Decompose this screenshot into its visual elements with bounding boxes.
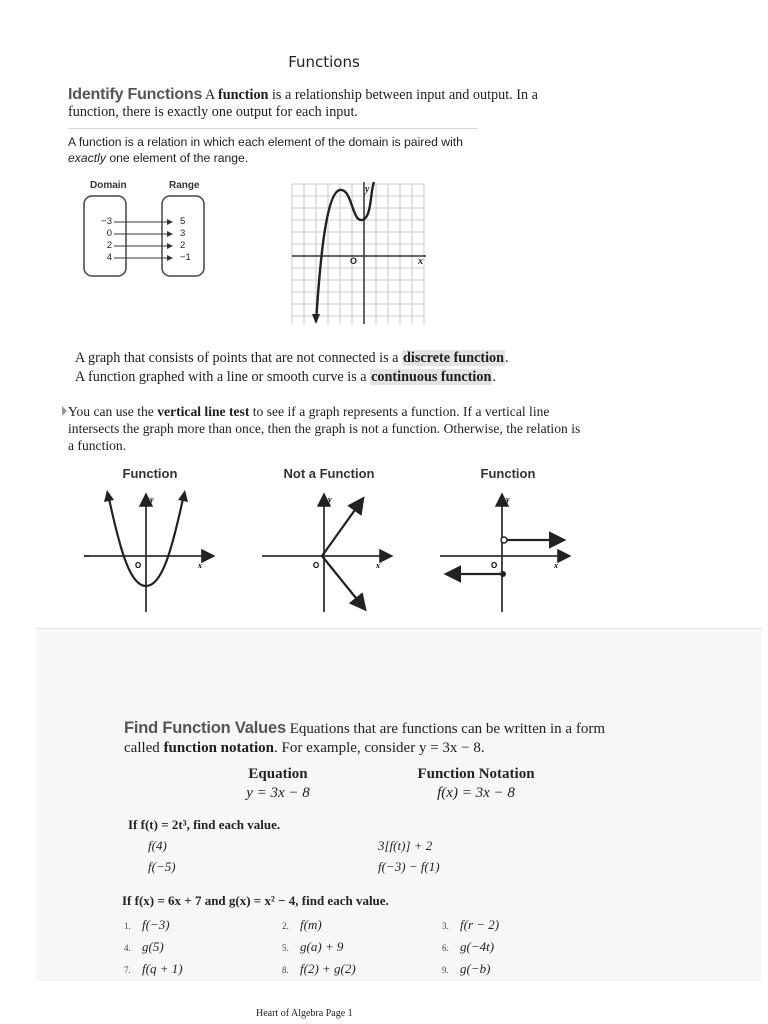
graph-x-label: x [418, 256, 423, 267]
bullet-marker-icon [62, 406, 67, 416]
find-text-2-pre: called [124, 740, 164, 756]
lower-ray [322, 556, 364, 608]
item-expression: f(r − 2) [460, 917, 500, 932]
upper-ray [322, 500, 362, 556]
range-value: −1 [180, 252, 191, 263]
example-label-1: Function [122, 466, 178, 481]
definition-line-2 [68, 150, 478, 166]
domain-value: −3 [101, 216, 112, 227]
function-notation-header: Function Notation [417, 766, 535, 782]
graph-y-label: y [365, 184, 370, 195]
continuous-line [75, 369, 635, 386]
find-heading: Find Function Values [124, 719, 286, 737]
item-number: 5. [282, 943, 289, 953]
domain-values [88, 216, 112, 264]
item-number: 8. [282, 965, 289, 975]
open-point [501, 537, 507, 543]
y-label: y [328, 495, 332, 504]
set1-item: f(−3) − f(1) [378, 859, 440, 874]
set2-item [442, 917, 499, 933]
item-number: 9. [442, 965, 449, 975]
item-expression: g(−4t) [460, 939, 495, 954]
graph-origin: O [350, 256, 358, 266]
origin-label: O [135, 561, 142, 570]
set2-item [124, 961, 183, 977]
vlt-paragraph [68, 403, 588, 454]
item-number: 7. [124, 965, 131, 975]
cubic-graph [290, 182, 430, 326]
set2-item [124, 939, 164, 955]
set1-item: 3[f(t)] + 2 [378, 838, 433, 853]
vlt-pre: You can use the [68, 404, 158, 419]
definition-box [68, 128, 478, 166]
range-label: Range [169, 180, 200, 191]
discrete-post: . [505, 350, 509, 366]
item-expression: g(5) [142, 939, 164, 954]
set2-item [442, 939, 494, 955]
page-title: Functions [288, 53, 360, 71]
set2-item [282, 961, 356, 977]
x-label: x [554, 561, 558, 570]
range-value: 5 [180, 216, 186, 227]
find-text-1: Equations that are functions can be written in a form [285, 721, 606, 737]
item-number: 6. [442, 943, 449, 953]
x-label: x [198, 561, 202, 570]
range-value: 3 [180, 228, 186, 239]
definition-line-1: A function is a relation in which each element of the domain is paired with [68, 135, 463, 149]
find-text-2-post: . For example, consider y = 3x − 8. [274, 740, 485, 756]
domain-value: 2 [106, 240, 112, 251]
discrete-line [75, 350, 635, 367]
example-graph-parabola [84, 490, 218, 614]
item-expression: f(2) + g(2) [300, 961, 356, 976]
set1-item: f(4) [148, 838, 167, 853]
identify-text-post: is a relationship between input and output. In a function, there is exactly one output for each input. [68, 87, 538, 120]
origin-label: O [491, 561, 498, 570]
set1-item: f(−5) [148, 859, 176, 874]
range-values [180, 216, 200, 264]
continuous-pre: A function graphed with a line or smooth curve is a [75, 369, 371, 385]
domain-value: 0 [106, 228, 112, 239]
example-graph-not-function [262, 490, 396, 614]
continuous-term: continuous function [371, 369, 492, 385]
definition-rest: one element of the range. [105, 151, 249, 165]
example-graph-step [440, 490, 574, 614]
discrete-term: discrete function [403, 350, 505, 366]
function-notation-term: function notation [163, 740, 274, 756]
y-label: y [506, 495, 510, 504]
item-expression: f(m) [300, 917, 322, 932]
item-expression: f(q + 1) [142, 961, 183, 976]
item-expression: g(−b) [460, 961, 491, 976]
x-label: x [376, 561, 380, 570]
vlt-term: vertical line test [157, 404, 250, 419]
identify-text-pre: A [202, 87, 218, 103]
example-label-3: Function [480, 466, 536, 481]
continuous-post: . [492, 369, 496, 385]
item-number: 4. [124, 943, 131, 953]
domain-value: 4 [106, 252, 112, 263]
set2-item [442, 961, 490, 977]
set2-item [282, 917, 322, 933]
page-footer: Heart of Algebra Page 1 [256, 1008, 353, 1019]
find-line-2 [124, 739, 684, 758]
item-number: 1. [124, 921, 131, 931]
closed-point [500, 571, 506, 577]
definition-emphasis: exactly [68, 151, 106, 165]
function-notation-value: f(x) = 3x − 8 [437, 785, 515, 801]
vlt-post: to see if a graph represents a function. If a vertical line intersects the graph more than once, then the graph is not a function. Otherwise, the relation is a function. [68, 404, 581, 453]
set2-item [124, 917, 170, 933]
find-paragraph [124, 719, 684, 758]
discrete-pre: A graph that consists of points that are not connected is a [75, 350, 403, 366]
item-number: 2. [282, 921, 289, 931]
origin-label: O [313, 561, 320, 570]
range-value: 2 [180, 240, 186, 251]
item-expression: g(a) + 9 [300, 939, 344, 954]
function-term: function [217, 87, 269, 103]
equation-header: Equation [248, 766, 308, 782]
example-label-2: Not a Function [283, 466, 375, 481]
identify-paragraph [68, 86, 588, 121]
find-line-1 [124, 719, 684, 739]
equation-value: y = 3x − 8 [246, 785, 310, 801]
set2-item [282, 939, 343, 955]
set2-instruction: If f(x) = 6x + 7 and g(x) = x² − 4, find each value. [122, 893, 389, 908]
cubic-curve [316, 182, 374, 322]
set1-instruction: If f(t) = 2t³, find each value. [128, 817, 281, 832]
item-expression: f(−3) [142, 917, 170, 932]
identify-heading: Identify Functions [68, 86, 203, 103]
item-number: 3. [442, 921, 449, 931]
domain-label: Domain [90, 180, 127, 191]
y-label: y [150, 495, 154, 504]
